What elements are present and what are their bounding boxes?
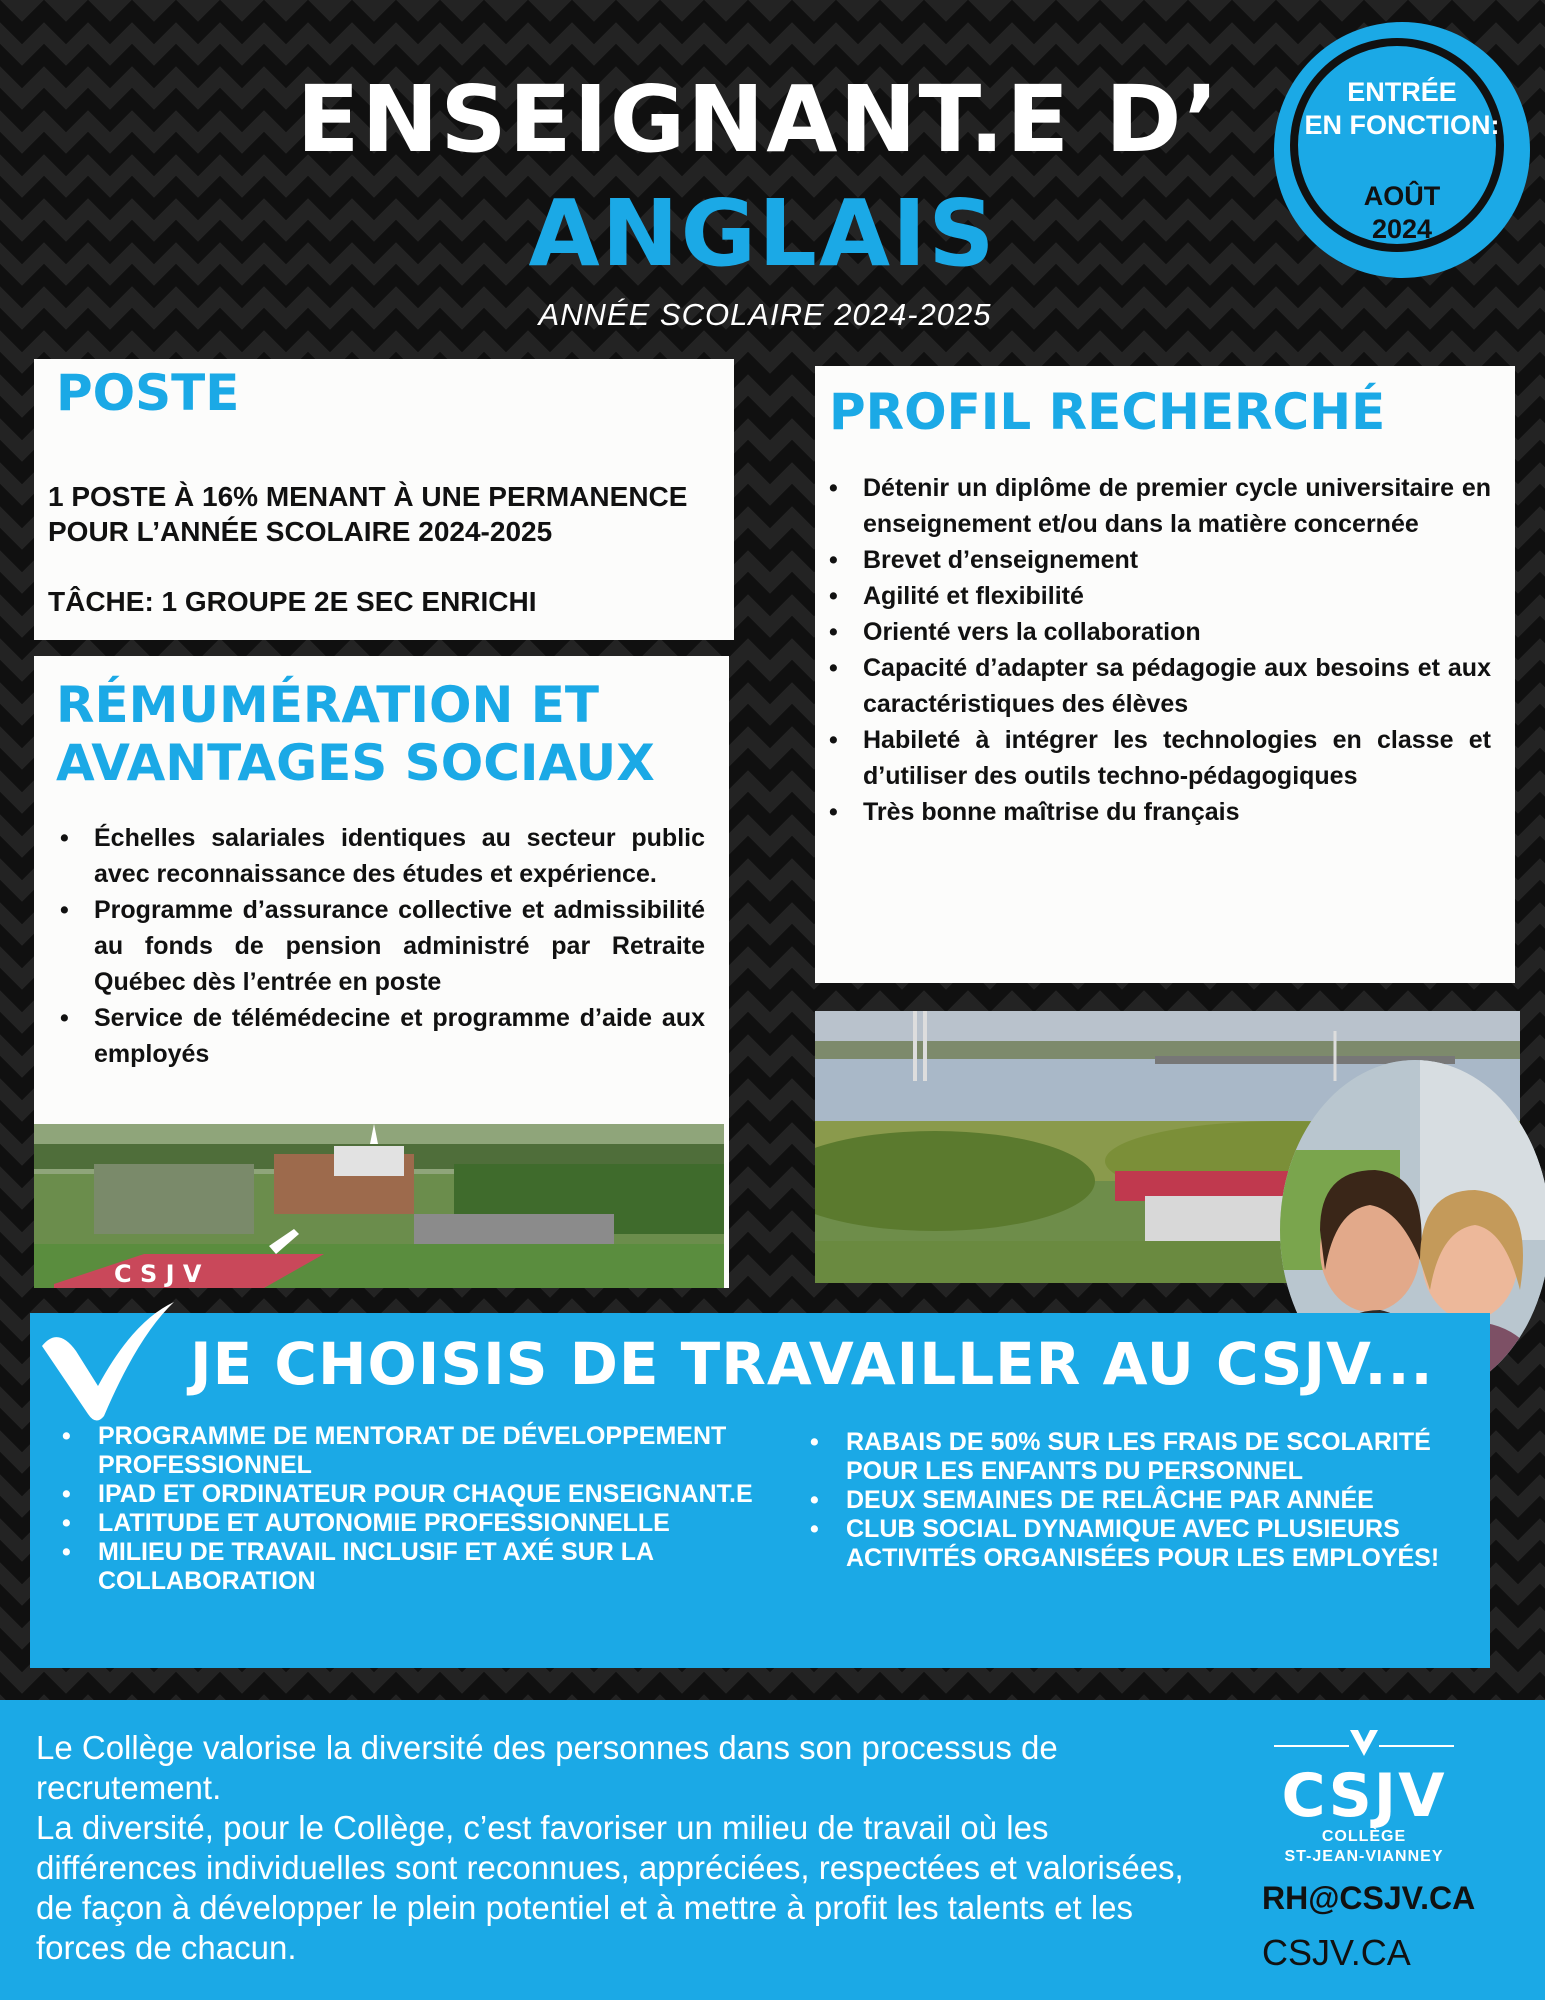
diversity-para1: Le Collège valorise la diversité des personnes dans son processus de recrutement.	[36, 1729, 1058, 1806]
badge-label	[1274, 76, 1530, 142]
diversity-para2: La diversité, pour le Collège, c’est favoriser un milieu de travail où les différences individuelles sont reconnues, appréciées, respectées et valorisées, de façon à développer le plein potentiel et à mettre à profit les talents et les forces de chacun.	[36, 1809, 1184, 1966]
list-item: • Capacité d’adapter sa pédagogie aux besoins et aux caractéristiques des élèves	[829, 650, 1491, 722]
logo-line1: COLLÈGE	[1321, 1828, 1407, 1845]
list-item: • LATITUDE ET AUTONOMIE PROFESSIONNELLE	[62, 1509, 782, 1538]
headline-line1: ENSEIGNANT.E D’	[296, 66, 1221, 173]
school-year-subtitle: ANNÉE SCOLAIRE 2024-2025	[538, 297, 992, 332]
list-item: • Détenir un diplôme de premier cycle universitaire en enseignement et/ou dans la matière concernée	[829, 470, 1491, 542]
poste-title: POSTE	[56, 364, 240, 422]
contact-email[interactable]: RH@CSJV.CA	[1262, 1880, 1476, 1916]
logo-line2: ST-JEAN-VIANNEY	[1284, 1848, 1444, 1865]
csjv-logo	[1254, 1726, 1474, 1867]
list-item: • Orienté vers la collaboration	[829, 614, 1491, 650]
list-item: • CLUB SOCIAL DYNAMIQUE AVEC PLUSIEURS ACTIVITÉS ORGANISÉES POUR LES EMPLOYÉS!	[810, 1515, 1490, 1573]
list-item: • Très bonne maîtrise du français	[829, 794, 1491, 830]
poste-line1: 1 POSTE À 16% MENANT À UNE PERMANENCE	[48, 481, 688, 512]
profil-list	[829, 470, 1491, 830]
list-item: • Brevet d’enseignement	[829, 542, 1491, 578]
remuneration-title-line1: RÉMUMÉRATION ET	[56, 676, 599, 734]
logo-mark-icon	[1254, 1726, 1474, 1760]
remuneration-title	[56, 676, 655, 792]
contact-website[interactable]: CSJV.CA	[1262, 1932, 1411, 1973]
list-item: • Agilité et flexibilité	[829, 578, 1491, 614]
logo-name: CSJV	[1281, 1761, 1447, 1831]
why-csjv-title: JE CHOISIS DE TRAVAILLER AU CSJV...	[190, 1330, 1434, 1398]
poste-line2: POUR L’ANNÉE SCOLAIRE 2024-2025	[48, 516, 553, 547]
list-item: • IPAD ET ORDINATEUR POUR CHAQUE ENSEIGNANT.E	[62, 1480, 782, 1509]
list-item: • DEUX SEMAINES DE RELÂCHE PAR ANNÉE	[810, 1486, 1490, 1515]
badge-date	[1274, 180, 1530, 246]
checkmark-icon	[38, 1296, 178, 1426]
list-item: • Service de télémédecine et programme d’aide aux employés	[60, 1000, 705, 1072]
list-item: • Habileté à intégrer les technologies en classe et d’utiliser des outils techno-pédagogiques	[829, 722, 1491, 794]
svg-text:C S J V: C S J V	[114, 1260, 202, 1288]
poste-task: TÂCHE: 1 GROUPE 2E SEC ENRICHI	[48, 586, 537, 617]
badge-year: 2024	[1371, 214, 1433, 244]
why-left-list	[62, 1422, 782, 1596]
badge-line1: ENTRÉE	[1347, 77, 1457, 107]
campus-aerial-photo	[34, 1124, 724, 1288]
remuneration-list	[60, 820, 705, 1072]
list-item: • RABAIS DE 50% SUR LES FRAIS DE SCOLARITÉ POUR LES ENFANTS DU PERSONNEL	[810, 1428, 1490, 1486]
poste-description	[48, 479, 728, 549]
headline-line2: ANGLAIS	[528, 180, 997, 287]
diversity-statement	[36, 1728, 1216, 1968]
list-item: • PROGRAMME DE MENTORAT DE DÉVELOPPEMENT PROFESSIONNEL	[62, 1422, 782, 1480]
badge-month: AOÛT	[1363, 181, 1441, 211]
list-item: • Programme d’assurance collective et admissibilité au fonds de pension administré par Retraite Québec dès l’entrée en poste	[60, 892, 705, 1000]
remuneration-title-line2: AVANTAGES SOCIAUX	[56, 734, 655, 792]
badge-line2: EN FONCTION:	[1304, 110, 1500, 140]
list-item: • Échelles salariales identiques au secteur public avec reconnaissance des études et expérience.	[60, 820, 705, 892]
why-right-list	[810, 1428, 1490, 1573]
list-item: • MILIEU DE TRAVAIL INCLUSIF ET AXÉ SUR LA COLLABORATION	[62, 1538, 782, 1596]
profil-title: PROFIL RECHERCHÉ	[829, 383, 1386, 441]
